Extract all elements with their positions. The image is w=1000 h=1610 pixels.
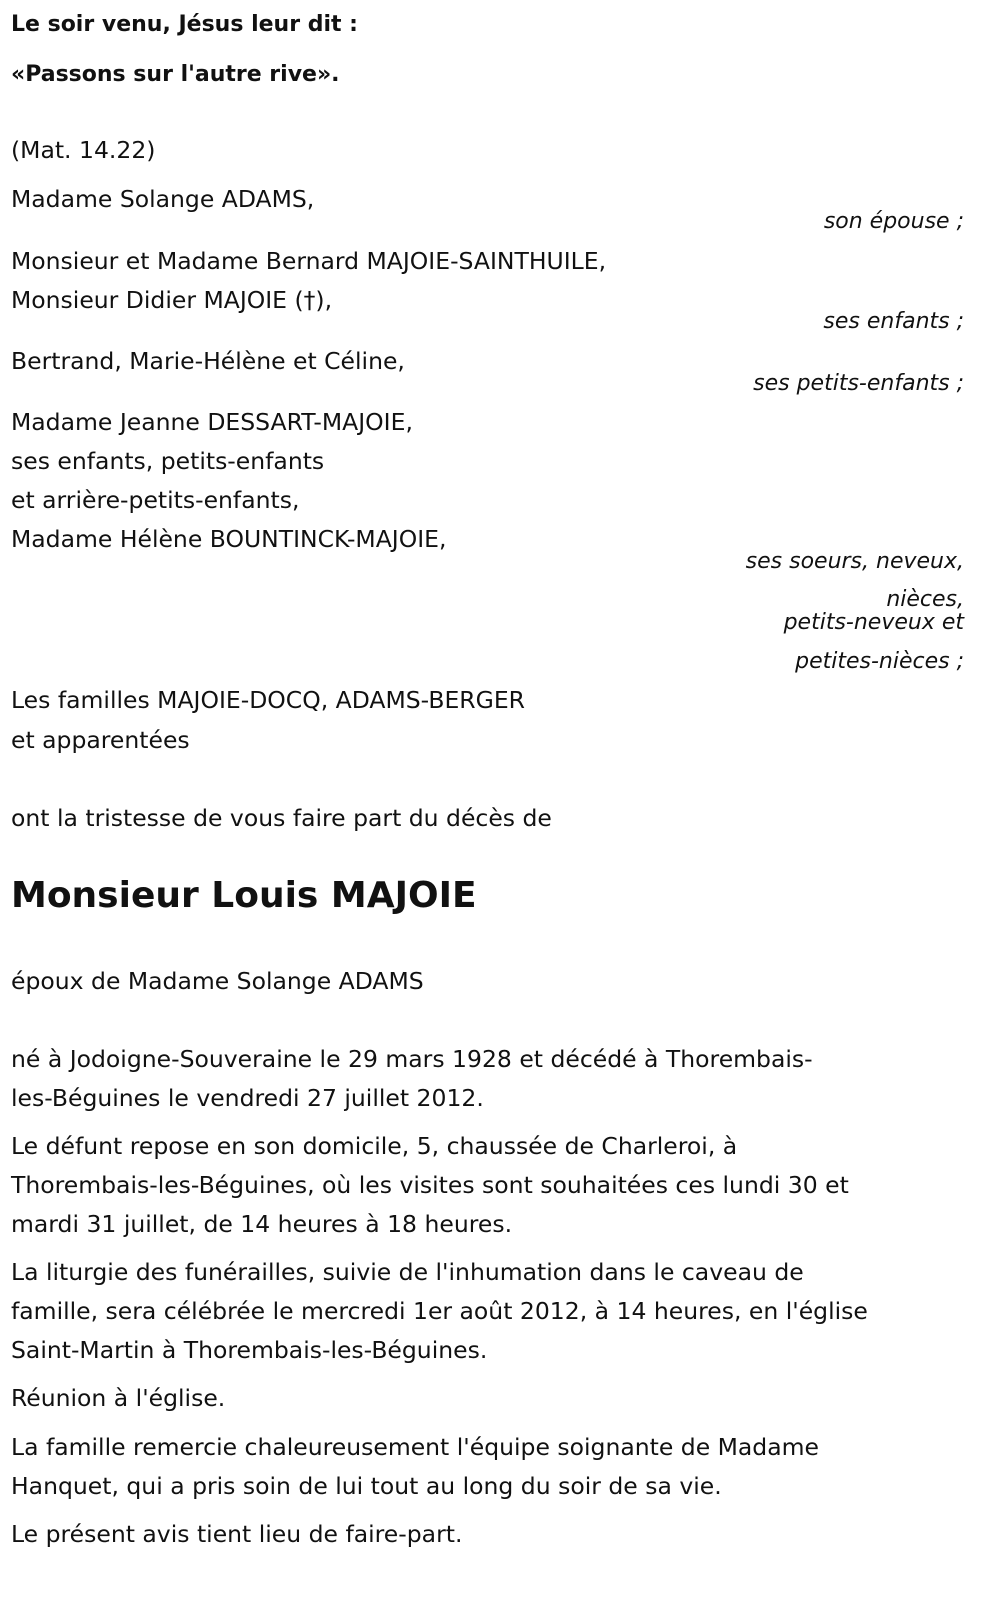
relation-sisters-4: petites-nièces ; xyxy=(795,649,964,674)
visitation-line-2: Thorembais-les-Béguines, où les visites sont souhaitées ces lundi 30 et xyxy=(11,1171,849,1199)
birth-death-line-1: né à Jodoigne-Souveraine le 29 mars 1928 et décédé à Thorembais- xyxy=(11,1045,813,1073)
relation-sisters-3: petits-neveux et xyxy=(783,610,964,635)
funeral-line-2: famille, sera célébrée le mercredi 1er août 2012, à 14 heures, en l'église xyxy=(11,1297,868,1325)
closing-line: Le présent avis tient lieu de faire-part. xyxy=(11,1520,463,1548)
relation-sisters-2: nièces, xyxy=(886,587,964,612)
visitation-line-3: mardi 31 juillet, de 14 heures à 18 heures. xyxy=(11,1210,513,1238)
family-others-1: Les familles MAJOIE-DOCQ, ADAMS-BERGER xyxy=(11,686,526,714)
family-grandchildren: Bertrand, Marie-Hélène et Céline, xyxy=(11,347,405,375)
family-sister-2: Madame Hélène BOUNTINCK-MAJOIE, xyxy=(11,525,447,553)
funeral-line-3: Saint-Martin à Thorembais-les-Béguines. xyxy=(11,1336,488,1364)
birth-death-line-2: les-Béguines le vendredi 27 juillet 2012. xyxy=(11,1084,484,1112)
verse-line-1: Le soir venu, Jésus leur dit : xyxy=(11,12,358,37)
relation-children: ses enfants ; xyxy=(823,309,964,334)
verse-line-2: «Passons sur l'autre rive». xyxy=(11,62,340,87)
relation-spouse: son épouse ; xyxy=(823,209,964,234)
reunion-line: Réunion à l'église. xyxy=(11,1384,226,1412)
family-child-2: Monsieur Didier MAJOIE (†), xyxy=(11,286,333,314)
visitation-line-1: Le défunt repose en son domicile, 5, chaussée de Charleroi, à xyxy=(11,1132,738,1160)
family-sister-1-children: ses enfants, petits-enfants xyxy=(11,447,325,475)
relation-grandchildren: ses petits-enfants ; xyxy=(753,371,964,396)
funeral-line-1: La liturgie des funérailles, suivie de l'inhumation dans le caveau de xyxy=(11,1258,804,1286)
announcement: ont la tristesse de vous faire part du décès de xyxy=(11,804,552,832)
relation-sisters-1: ses soeurs, neveux, xyxy=(745,549,964,574)
family-spouse: Madame Solange ADAMS, xyxy=(11,185,315,213)
family-child-1: Monsieur et Madame Bernard MAJOIE-SAINTHUILE, xyxy=(11,247,607,275)
thanks-line-2: Hanquet, qui a pris soin de lui tout au long du soir de sa vie. xyxy=(11,1472,722,1500)
family-sister-1-great-grandchildren: et arrière-petits-enfants, xyxy=(11,486,300,514)
family-sister-1: Madame Jeanne DESSART-MAJOIE, xyxy=(11,408,413,436)
thanks-line-1: La famille remercie chaleureusement l'équipe soignante de Madame xyxy=(11,1433,819,1461)
verse-reference: (Mat. 14.22) xyxy=(11,136,156,164)
deceased-name: Monsieur Louis MAJOIE xyxy=(11,875,477,916)
spouse-line: époux de Madame Solange ADAMS xyxy=(11,967,424,995)
family-others-2: et apparentées xyxy=(11,726,190,754)
